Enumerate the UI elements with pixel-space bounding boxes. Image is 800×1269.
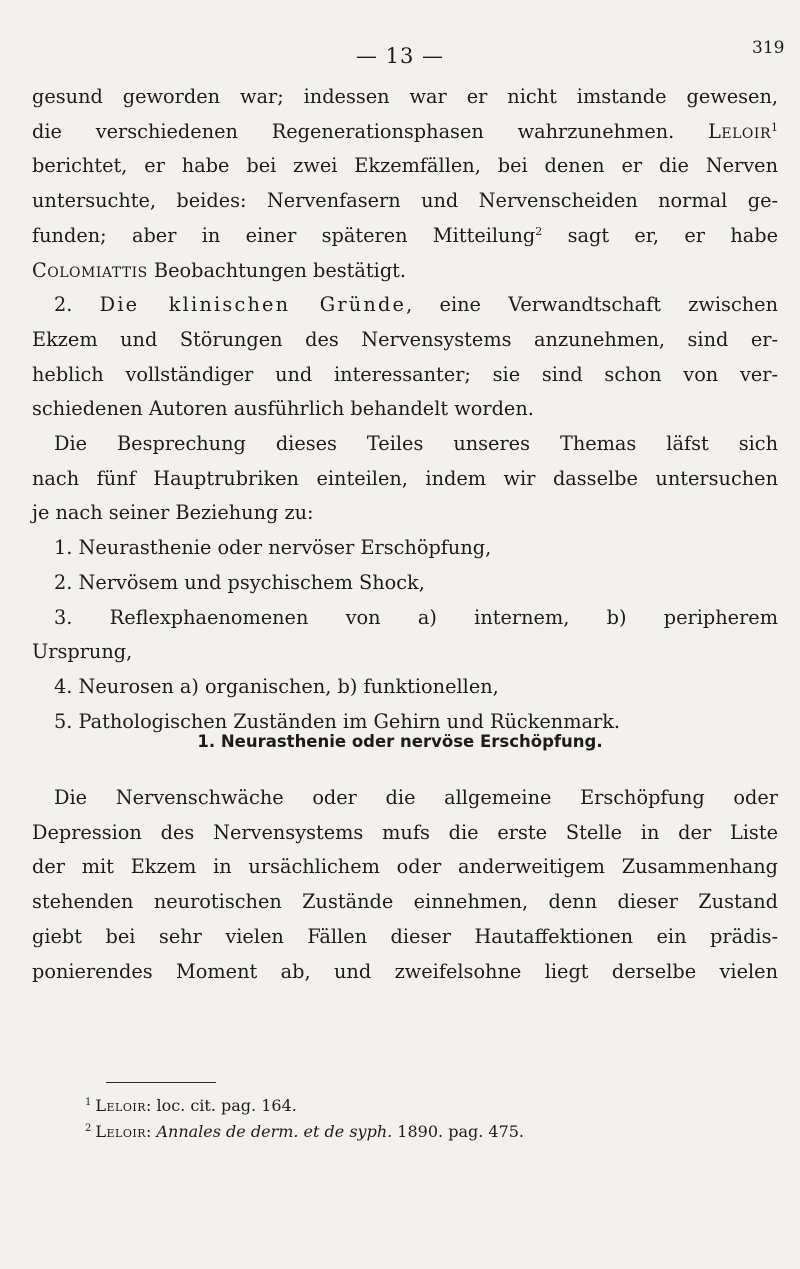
list-item: 3. Reflexphaenomenen von a) internem, b) peripherem	[54, 605, 778, 629]
journal-title: Annales de derm. et de syph.	[156, 1122, 393, 1141]
text-line: der mit Ekzem in ursächlichem oder anderweitigem Zusammenhang	[32, 855, 778, 879]
footnote-ref: 2	[535, 224, 543, 238]
section-heading: 1. Neurasthenie oder nervöse Erschöpfung.	[197, 732, 603, 751]
text-line: schiedenen Autoren ausführlich behandelt worden.	[32, 397, 534, 421]
text-line: untersuchte, beides: Nervenfasern und Nervenscheiden normal ge-	[32, 189, 778, 213]
main-text	[32, 80, 778, 739]
list-item-continuation: Ursprung,	[32, 640, 133, 664]
page-number-secondary: 319	[752, 38, 785, 58]
emphasis-text: Die klinischen Gründe	[99, 293, 407, 317]
text-line: stehenden neurotischen Zustände einnehmen, denn dieser Zustand	[32, 890, 778, 914]
footnote-ref: 1	[770, 120, 778, 134]
list-item: 4. Neurosen a) organischen, b) funktionellen,	[54, 674, 499, 698]
text-line: nach fünf Hauptrubriken einteilen, indem wir dasselbe untersuchen	[32, 466, 778, 490]
text-line: 2. Die klinischen Gründe, eine Verwandtschaft zwischen	[54, 293, 778, 317]
footnote: $^1$ Leloir: loc. cit. pag. 164.	[85, 1096, 297, 1115]
text-line: Die Nervenschwäche oder die allgemeine Erschöpfung oder	[54, 786, 778, 809]
list-item: 1. Neurasthenie oder nervöser Erschöpfung,	[54, 536, 492, 560]
section-text	[32, 781, 778, 989]
footnote: $^2$ Leloir: Annales de derm. et de syph. 1890. pag. 475.	[85, 1122, 525, 1141]
text-line: giebt bei sehr vielen Fällen dieser Hautaffektionen ein prädis-	[32, 924, 778, 948]
author-name: Colomiattis	[32, 258, 148, 282]
text-line: ponierendes Moment ab, und zweifelsohne liegt derselbe vielen	[32, 959, 778, 983]
author-name: Leloir	[708, 119, 771, 143]
list-item: 5. Pathologischen Zuständen im Gehirn und Rückenmark.	[54, 709, 621, 733]
footnotes	[85, 1093, 524, 1145]
text-line: die verschiedenen Regenerationsphasen wahrzunehmen. Leloir$^1$	[32, 119, 778, 143]
text-line: gesund geworden war; indessen war er nicht imstande gewesen,	[32, 85, 778, 108]
text-line: heblich vollständiger und interessanter; sie sind schon von ver-	[32, 362, 778, 386]
page-number: — 13 —	[355, 44, 445, 68]
text-line: Depression des Nervensystems mufs die erste Stelle in der Liste	[32, 820, 778, 844]
text-line: funden; aber in einer späteren Mitteilung$^2$ sagt er, er habe	[32, 223, 778, 247]
text-line: je nach seiner Beziehung zu:	[32, 501, 314, 525]
text-line: Die Besprechung dieses Teiles unseres Themas läfst sich	[54, 432, 778, 456]
text-line: berichtet, er habe bei zwei Ekzemfällen, bei denen er die Nerven	[32, 154, 778, 178]
footnote-divider	[106, 1082, 216, 1083]
text-line: Ekzem und Störungen des Nervensystems anzunehmen, sind er-	[32, 327, 778, 351]
list-item: 2. Nervösem und psychischem Shock,	[54, 570, 425, 594]
text-line: Colomiattis Beobachtungen bestätigt.	[32, 258, 407, 282]
